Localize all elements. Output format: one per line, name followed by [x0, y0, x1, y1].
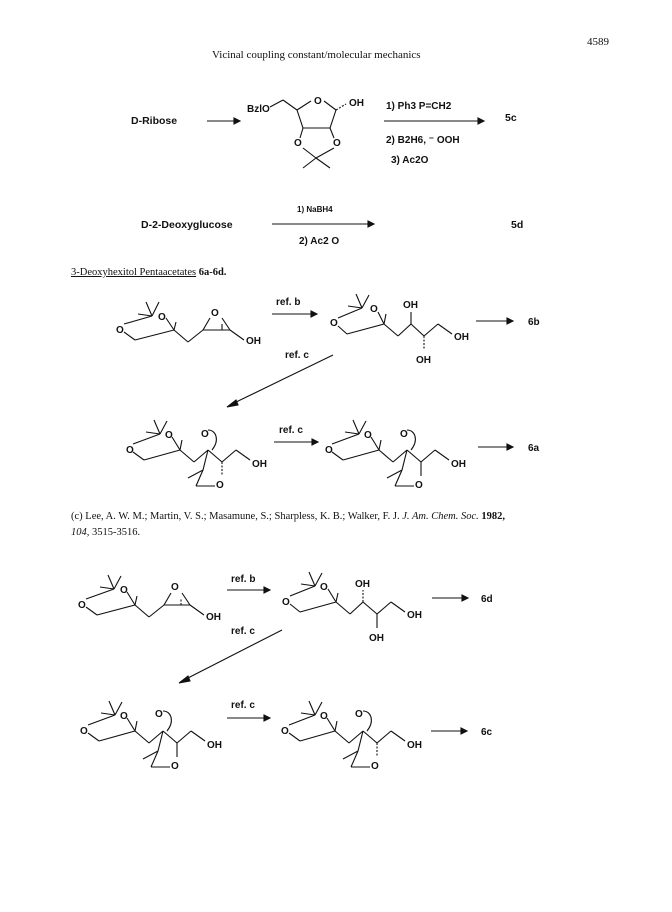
d2-o-left: O — [330, 318, 338, 329]
d2-oh-end: OH — [454, 332, 469, 343]
e3-o-top: O — [120, 711, 128, 722]
ring-o-label: O — [314, 96, 322, 107]
s3-6b: 6b — [528, 317, 540, 328]
scheme1-step2: 2) B2H6, ⁻ OOH — [386, 135, 460, 146]
epoxy-ether-g-structure — [80, 701, 222, 772]
scheme1-product: 5c — [505, 112, 517, 124]
d4-o-left: O — [325, 445, 333, 456]
e2-o-left: O — [282, 597, 290, 608]
epoxide-a-oh: OH — [246, 336, 261, 347]
s4-6c: 6c — [481, 727, 493, 738]
anomeric-oh-label: OH — [349, 98, 364, 109]
e2-oh-end: OH — [407, 610, 422, 621]
diol-f-structure — [282, 572, 422, 644]
reference-pages: 3515-3516. — [89, 527, 141, 538]
e4-oh: OH — [407, 740, 422, 751]
e3-oh: OH — [207, 740, 222, 751]
reference-authors: (c) Lee, A. W. M.; Martin, V. S.; Masamune, S.; Sharpless, K. B.; Walker, F. J. — [71, 511, 403, 522]
d3-o-left: O — [126, 445, 134, 456]
e2-o-top: O — [320, 582, 328, 593]
e4-o-left: O — [281, 726, 289, 737]
s4-ref-b: ref. b — [231, 574, 256, 585]
scheme2-start: D-2-Deoxyglucose — [141, 219, 233, 231]
bzlo-label: BzlO — [247, 104, 270, 115]
reference-volume: 104, — [71, 527, 90, 538]
d4-o-bottom: O — [415, 480, 423, 491]
d2-oh-bottom: OH — [416, 355, 431, 366]
s3-ref-b: ref. b — [276, 297, 301, 308]
epoxide-o: O — [211, 308, 219, 319]
page-number: 4589 — [587, 36, 609, 48]
d3-o-top: O — [165, 430, 173, 441]
scheme2-step1: 1) NaBH4 — [297, 205, 333, 214]
s4-ref-c: ref. c — [231, 700, 255, 711]
e1-o-epox: O — [171, 582, 179, 593]
epoxy-ether-d-structure — [325, 420, 466, 491]
d3-o-bottom: O — [216, 480, 224, 491]
scheme2-product: 5d — [511, 219, 524, 231]
e4-o-top: O — [320, 711, 328, 722]
s4-6d: 6d — [481, 594, 493, 605]
epoxide-e-structure — [78, 575, 221, 623]
epoxy-ether-c-structure — [126, 420, 267, 491]
e1-oh: OH — [206, 612, 221, 623]
d4-o-epox: O — [400, 429, 408, 440]
e2-oh-bottom: OH — [369, 633, 384, 644]
reference-year: 1982, — [478, 511, 506, 522]
epoxide-a-structure — [116, 302, 261, 347]
e1-o-left: O — [78, 600, 86, 611]
d2-o-top: O — [370, 304, 378, 315]
s3-6a: 6a — [528, 443, 540, 454]
d4-o-top: O — [364, 430, 372, 441]
reference-journal: J. Am. Chem. Soc. — [402, 511, 479, 522]
s4-ref-c-diag: ref. c — [231, 626, 255, 637]
s3-ref-c: ref. c — [279, 425, 303, 436]
epoxy-ether-h-structure — [281, 701, 422, 772]
d3-o-epox: O — [201, 429, 209, 440]
scheme1-start: D-Ribose — [131, 115, 178, 127]
e3-o-bottom: O — [171, 761, 179, 772]
e3-o-epox: O — [155, 709, 163, 720]
d2-oh-top: OH — [403, 300, 418, 311]
e1-o-top: O — [120, 585, 128, 596]
diox-o-left: O — [116, 325, 124, 336]
e4-o-epox: O — [355, 709, 363, 720]
s3-ref-c-diag: ref. c — [285, 350, 309, 361]
diol-b-structure — [330, 294, 469, 366]
section-title-text: 3-Deoxyhexitol Pentaacetates — [71, 267, 197, 278]
scheme1-step3: 3) Ac2O — [391, 155, 429, 166]
diox-o-top: O — [158, 312, 166, 323]
scheme1-step1: 1) Ph3 P=CH2 — [386, 101, 452, 112]
d3-oh: OH — [252, 459, 267, 470]
acetonide-o2-label: O — [333, 138, 341, 149]
e2-oh-top: OH — [355, 579, 370, 590]
e4-o-bottom: O — [371, 761, 379, 772]
acetonide-o1-label: O — [294, 138, 302, 149]
d4-oh: OH — [451, 459, 466, 470]
ribose-acetonide-structure — [247, 96, 364, 168]
running-title: Vicinal coupling constant/molecular mechanics — [212, 49, 421, 61]
e3-o-left: O — [80, 726, 88, 737]
section-compounds: 6a-6d. — [198, 267, 227, 278]
scheme2-step2: 2) Ac2 O — [299, 236, 340, 247]
